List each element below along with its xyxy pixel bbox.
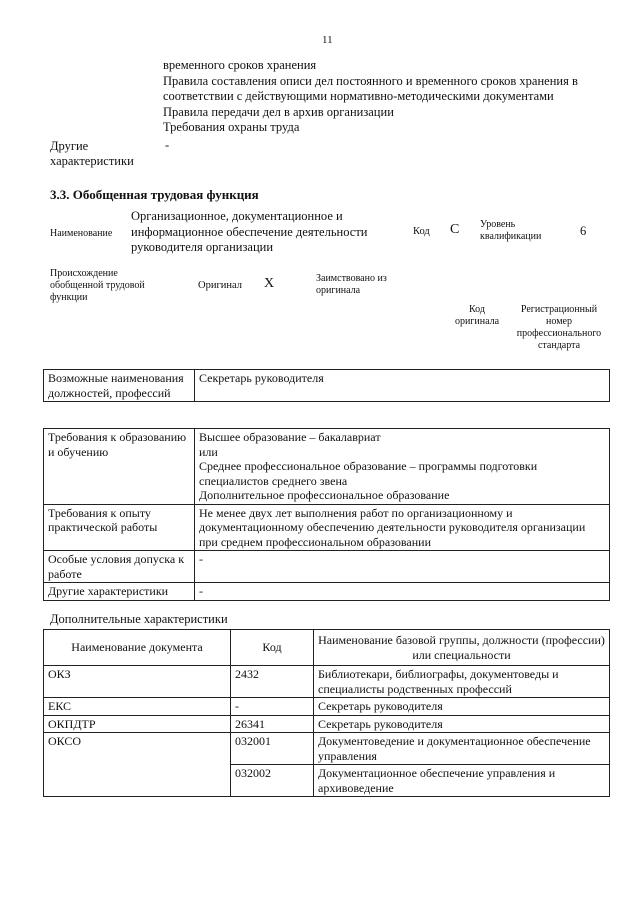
header-code: Код [231,630,314,666]
other-req-label: Другие характеристики [44,583,195,601]
code-cell: 032001 [231,733,314,765]
table-row [44,551,610,583]
additional-title: Дополнительные характеристики [50,612,228,626]
table-row [44,583,610,601]
education-line: Среднее профессиональное образование – программы подготовки специалистов среднего звена [199,459,538,488]
function-name-value: Организационное, документационное и информационное обеспечение деятельности руководителя организации [131,209,368,254]
knowledge-line: Правила составления описи дел постоянного и временного сроков хранения в [163,73,578,88]
function-code-value: С [450,222,460,237]
original-code-label: Код оригинала [454,304,500,327]
qualification-level-label: Уровень квалификации [480,219,542,242]
requirements-table [43,428,610,601]
page-number: 11 [322,34,333,46]
table-row [44,666,610,698]
code-cell: - [231,698,314,716]
education-value [195,429,610,505]
function-code-label: Код [413,226,430,237]
table-row [44,733,610,765]
education-line: или [199,444,218,459]
code-cell: 032002 [231,765,314,797]
knowledge-line: соответствии с действующими нормативно-методическими документами [163,89,554,103]
borrowed-label: Заимствовано из оригинала [316,273,387,296]
registration-number-label: Регистрационный номер профессионального стандарта [516,304,602,351]
doc-cell: ОКПДТР [44,715,231,733]
code-cell: 26341 [231,715,314,733]
knowledge-line: временного сроков хранения [163,58,317,72]
special-conditions-value: - [195,551,610,583]
knowledge-line: Правила передачи дел в архив организации [163,104,394,119]
qualification-level-value: 6 [580,224,587,238]
table-header-row [44,630,610,666]
experience-label: Требования к опыту практической работы [44,504,195,551]
name-cell: Секретарь руководителя [314,715,610,733]
other-characteristics-label: Другие характеристики [50,139,134,168]
name-cell: Библиотекари, библиографы, документоведы и специалисты родственных профессий [314,666,610,698]
other-characteristics-value: - [165,138,170,152]
header-document: Наименование документа [44,630,231,666]
table-row [44,429,610,505]
table-row [44,715,610,733]
positions-label: Возможные наименования должностей, профессий [44,370,195,402]
doc-cell: ЕКС [44,698,231,716]
education-line: Высшее образование – бакалавриат [199,430,381,444]
header-group-name: Наименование базовой группы, должности (профессии) или специальности [314,630,610,666]
name-cell: Секретарь руководителя [314,698,610,716]
additional-table [43,629,610,797]
table-row [44,504,610,551]
other-req-value: - [195,583,610,601]
doc-cell: ОКСО [44,733,231,797]
positions-table [43,369,610,402]
origin-label: Происхождение обобщенной трудовой функции [50,268,145,303]
education-label: Требования к образованию и обучению [44,429,195,505]
knowledge-line: Требования охраны труда [163,120,300,134]
table-row [44,370,610,402]
name-cell: Документационное обеспечение управления и архивоведение [314,765,610,797]
section-title: 3.3. Обобщенная трудовая функция [50,187,259,202]
knowledge-list [163,58,613,136]
experience-value: Не менее двух лет выполнения работ по организационному и документационному обеспечению деятельности руководителя организации при среднем профессиональном образовании [195,504,610,551]
origin-type: Оригинал [198,280,242,291]
education-line: Дополнительное профессиональное образование [199,488,450,502]
special-conditions-label: Особые условия допуска к работе [44,551,195,583]
origin-mark: X [264,276,275,291]
table-row [44,698,610,716]
positions-value: Секретарь руководителя [195,370,610,402]
doc-cell: ОКЗ [44,666,231,698]
function-name-label: Наименование [50,228,113,239]
code-cell: 2432 [231,666,314,698]
name-cell: Документоведение и документационное обеспечение управления [314,733,610,765]
